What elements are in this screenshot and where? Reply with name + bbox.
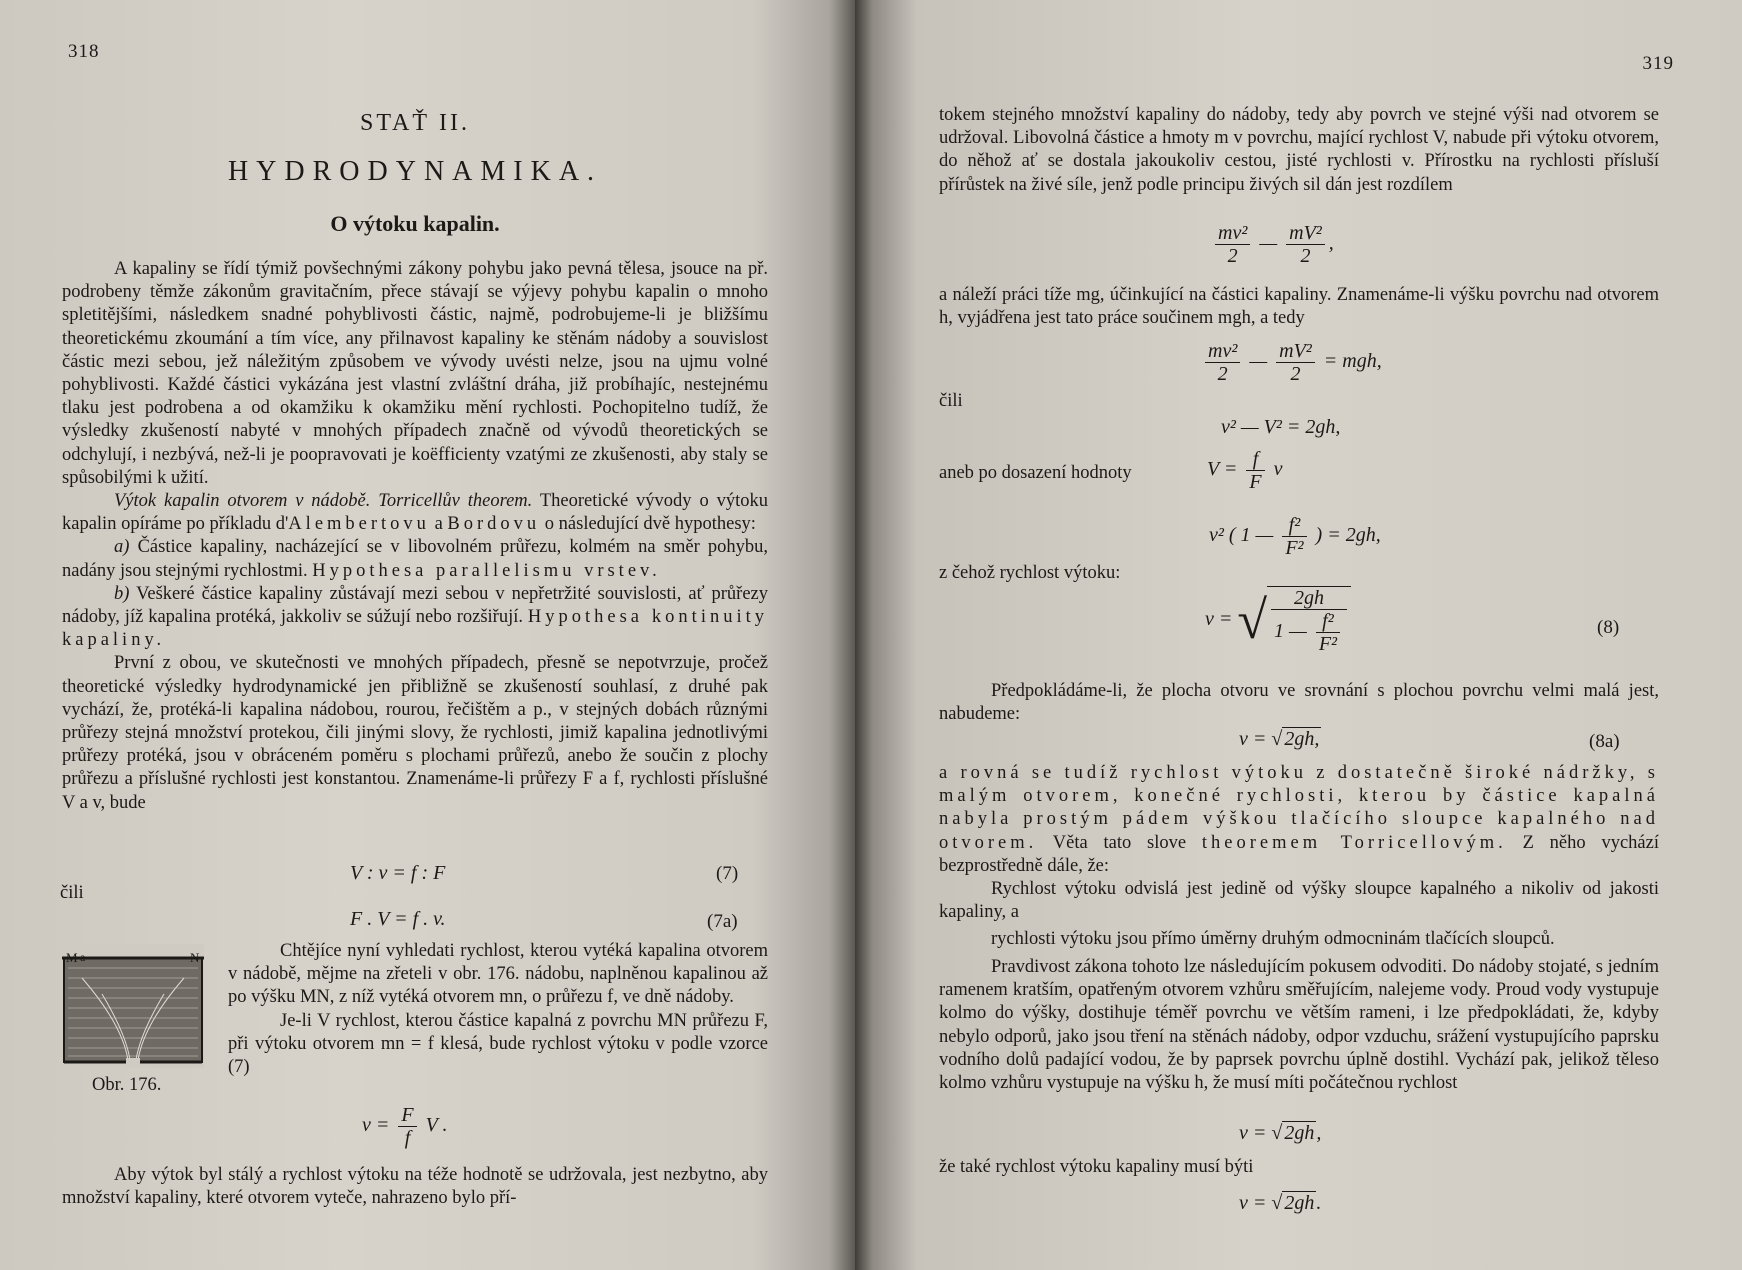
paragraph-work: a náleží práci tíže mg, účinkující na částici kapaliny. Znamenáme-li výšku povrchu nad otvorem h, vyjádřena jest tato práce součinem mgh, a tedy	[939, 285, 1659, 329]
z-ceho-label: z čehož rychlost výtoku:	[939, 563, 1121, 583]
equation-7a: F . V = f . v.	[350, 908, 446, 930]
paragraph-continuity: První z obou, ve skutečnosti ve mnohých případech, přesně se nepotvrzuje, pročež theoretické výsledky hydrodynamické jen přibližně se zkušeností souhlasí, z druhé pak vychází, že, protéká-li kapalina nádobou, rourou, řečištěm a p., v stejných dobách různými průřezy stejná množství protekou, čili jinými slovy, že rychlosti, jimiž kapalina jednotlivými průřezy protéká, jsou v obráceném poměru s plochami průřezů, anebo že součin z plochy průřezu a příslušné rychlosti jest konstantou. Znamenáme-li průřezy F a f, rychlosti příslušné V a v, bude	[62, 653, 768, 813]
equation-number-8: (8)	[1597, 617, 1620, 638]
chapter-title: HYDRODYNAMIKA.	[227, 156, 603, 187]
paragraph-torricelli-theorem: a rovná se tudíž rychlost výtoku z dostatečně široké nádržky, s malým otvorem, konečné rychlosti, kterou by částice kapalná nabyla prostým pádem výškou tlačícího sloupce kapalného nad otvorem. Věta tato slove theoremem Torricellovým. Z něho vychází bezprostředně dále, že:	[939, 763, 1659, 876]
law-1: Rychlost výtoku odvislá jest jedině od výšky sloupce kapalného a nikoliv od jakosti kapaliny, a	[939, 879, 1659, 923]
law-2: rychlosti výtoku jsou přímo úměrny druhým odmocninám tlačících sloupců.	[991, 929, 1555, 950]
paragraph-continuation: tokem stejného množství kapaliny do nádoby, tedy aby povrch ve stejné výši nad otvorem se udržoval. Libovolná částice a hmoty m v povrchu, mající rychlost V, nabude při výtoku otvorem, do něhož ať se dostala jakoukoliv cestou, jisté rychlosti v. Přírostku na rychlosti přísluší přírůstek na živé síle, jenž podle principu živých sil dán jest rozdílem	[939, 105, 1659, 195]
hypothesis-b: b) Veškeré částice kapaliny zůstávají mezi sebou v nepřetržité souvislosti, ať průřezy nádoby, jíž kapalina protéká, jakkoliv se súžují nebo rozšiřují. Hypothesa kontinuity kapaliny.	[62, 583, 768, 651]
equation-7: V : v = f : F	[350, 862, 446, 884]
figure-label-M: M	[66, 950, 78, 965]
cili-label: čili	[60, 883, 84, 903]
paragraph-small-orifice: Předpokládáme-li, že plocha otvoru ve srovnání s plochou povrchu velmi malá jest, nabudeme:	[939, 681, 1659, 725]
paragraph-torricelli: Výtok kapalin otvorem v nádobě. Torricellův theorem. Theoretické vývody o výtoku kapalin opíráme po příkladu d'Alembertovu a Bordovu o následující dvě hypothesy:	[62, 491, 768, 535]
figure-caption: Obr. 176.	[92, 1075, 162, 1095]
figure-side-text: Chtějíce nyní vyhledati rychlost, kterou vytéká kapalina otvorem v nádobě, mějme na zřeteli v obr. 176. nádobu, naplněnou kapalinou až po výšku MN, z níž vytéká otvorem mn, o průřezu f, ve dně nádoby. Je-li V rychlost, kterou částice kapalná z povrchu MN průřezu F, při výtoku otvorem mn = f klesá, bude rychlost výtoku v podle vzorce (7)	[228, 941, 768, 1078]
hypothesis-a: a) Částice kapaliny, nacházející se v libovolném průřezu, kolmém na směr pohybu, nadány jsou stejnými rychlostmi. Hypothesa parallelismu vrstev.	[62, 537, 768, 581]
equation-work-energy: $\frac{\text{mv²}}{2}$ — $\frac{\text{mV²}}{2}$ = mgh,	[1201, 340, 1382, 385]
equation-8: v = √ 2gh 1 — $\frac{\text{f²}}{\text{F²}}$	[1205, 586, 1351, 655]
equation-outflow-velocity: v = √ 2gh .	[1239, 1192, 1322, 1214]
equation-v-F-f: v = $\frac{F}{f}$ V .	[362, 1104, 448, 1149]
figure-label-a: a	[80, 950, 86, 964]
right-page	[855, 0, 1742, 1270]
paragraph-experiment: Pravdivost zákona tohoto lze následujícím pokusem odvoditi. Do nádoby stojaté, s jedním ramenem kratším, opatřeným otvorem vzhůru směřujícím, nalejeme vody. Proud vody vystupuje kolmo do výšky, dostihuje téměř povrchu ve větším rameni, i lze předpokládati, že, kdyby nebylo odporů, jako jsou tření na stěnách nádoby, odpor vzduchu, srážení vystupujícího paprsku vodního dolů padající vodou, že by paprsek povrchu úplně dostihl. Vychází pak, jelikož těleso kolmo vzhůru vystupuje na výšku h, že musí míti počátečnou rychlost	[939, 957, 1659, 1094]
chapter-subtitle: O výtoku kapalin.	[330, 211, 500, 236]
section-heading: STAŤ II.	[359, 110, 471, 136]
figure-label-N: N	[190, 950, 200, 965]
equation-number-7a: (7a)	[707, 911, 738, 932]
equation-kinetic-difference: $\frac{\text{mv²}}{2}$ — $\frac{\text{mV²}}{2}$ ,	[1211, 222, 1334, 267]
torricelli-heading: Výtok kapalin otvorem v nádobě. Torricellův theorem.	[114, 491, 533, 512]
left-page	[0, 0, 855, 1270]
equation-8a: v = √ 2gh,	[1239, 728, 1320, 750]
page-number: 318	[68, 41, 100, 62]
page-number: 319	[1642, 53, 1674, 74]
cili-label: čili	[939, 391, 963, 411]
figure-176	[62, 944, 204, 1068]
intro-paragraphs	[62, 258, 768, 815]
equation-v-squared: v² — V² = 2gh,	[1221, 416, 1341, 438]
aneb-label: aneb po dosazení hodnoty	[939, 463, 1132, 483]
laws-list	[939, 878, 1659, 952]
last-paragraph: Aby výtok byl stálý a rychlost výtoku na téže hodnotě se udržovala, jest nezbytno, aby množství kapaliny, které otvorem vyteče, nahrazeno bylo pří-	[62, 1165, 768, 1209]
paragraph-intro: A kapaliny se řídí týmiž povšechnými zákony pohybu jako pevná tělesa, jsouce na př. podrobeny těmže zákonům gravitačním, přece stávají se výjevy pohybu kapalin o mnoho spletitějšími, následkem snadné pohyblivosti částic, najmě, podrobujeme-li je bližšímu theoretickému zkoumání a tím více, any přilnavost kapaliny ke stěnám nádoby a souvislost částic mezi sebou, jež náležitým způsobem ve vývody uvésti nelze, jsou na ujmu volné pohyblivosti. Každé částici vykázána jest vlastní zvláštní dráha, již probíhajíc, nestejnému tlaku jest podrobena a od okamžiku k okamžiku mění rychlosti. Pochopitelno tudíž, že výsledky zkušeností nabyté v mnohých případech značně od vývodů theoretických se odchylují, i nezbývá, než-li je poopravovati je koëfficienty vzatými ze zkušenosti, aby staly se spůsobilými k užití.	[62, 259, 768, 488]
equation-number-7: (7)	[716, 863, 739, 884]
equation-V-substitution: V = $\frac{f}{F}$ v	[1207, 448, 1283, 493]
equation-initial-velocity: v = √ 2gh ,	[1239, 1122, 1322, 1144]
equation-parenthesis: v² ( 1 — $\frac{\text{f²}}{\text{F²}}$ ) = 2gh,	[1209, 514, 1381, 559]
also-text: že také rychlost výtoku kapaliny musí býti	[939, 1157, 1254, 1177]
equation-number-8a: (8a)	[1589, 731, 1620, 752]
